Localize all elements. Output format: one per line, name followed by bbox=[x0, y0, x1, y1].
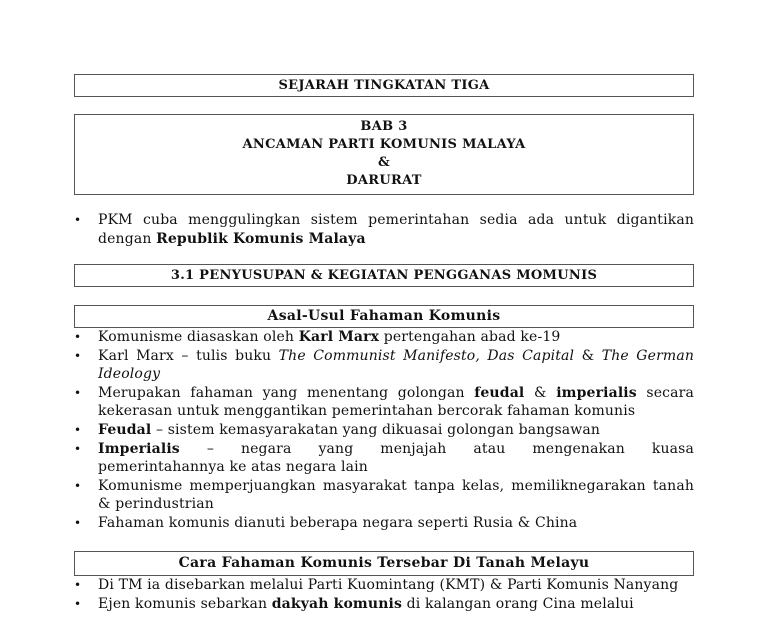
list-item: • Komunisme diasaskan oleh Karl Marx pertengahan abad ke-19 bbox=[74, 329, 561, 345]
chapter-ampersand: & bbox=[377, 155, 391, 170]
asal-list bbox=[74, 328, 694, 533]
bullet-icon: • bbox=[74, 515, 82, 530]
chapter-number: BAB 3 bbox=[360, 119, 408, 134]
subsection-title-cara: Cara Fahaman Komunis Tersebar Di Tanah Melayu bbox=[178, 555, 590, 571]
intro-list bbox=[74, 211, 694, 248]
spread-line: Imperialis – negara yang menjajah atau mengenakan kuasa bbox=[98, 440, 694, 457]
bullet-icon: • bbox=[74, 478, 82, 493]
header-title-box bbox=[74, 74, 694, 97]
bullet-icon: • bbox=[74, 330, 82, 344]
section-title-box bbox=[74, 264, 694, 287]
list-item: • Merupakan fahaman yang menentang golongan feudal & imperialis secara kekerasan untuk menggantikan pemerintahan bercorak fahaman komunis bbox=[74, 384, 694, 420]
bullet-icon: • bbox=[74, 441, 82, 456]
subsection-title-box bbox=[74, 305, 694, 328]
header-title: SEJARAH TINGKATAN TIGA bbox=[278, 78, 490, 93]
bullet-icon: • bbox=[74, 385, 82, 400]
cara-list bbox=[74, 576, 694, 613]
list-item: • Komunisme memperjuangkan masyarakat tanpa kelas, memiliknegarakan tanah & perindustrian bbox=[74, 477, 694, 513]
list-item: • Imperialis – negara yang menjajah atau mengenakan kuasa pemerintahannya ke atas negara lain bbox=[74, 440, 694, 476]
subsection-title-box bbox=[74, 551, 694, 576]
bullet-icon: • bbox=[74, 578, 82, 592]
subsection-title-asal: Asal-Usul Fahaman Komunis bbox=[267, 308, 501, 324]
chapter-line-1: ANCAMAN PARTI KOMUNIS MALAYA bbox=[242, 137, 526, 152]
bullet-icon: • bbox=[74, 596, 82, 611]
bullet-icon: • bbox=[74, 422, 82, 437]
section-title: 3.1 PENYUSUPAN & KEGIATAN PENGGANAS MOMUNIS bbox=[170, 268, 598, 283]
list-item: • PKM cuba menggulingkan sistem pemerintahan sedia ada untuk digantikan dengan Republik Komunis Malaya bbox=[74, 212, 694, 247]
chapter-line-2: DARURAT bbox=[346, 173, 422, 188]
list-item: • Karl Marx – tulis buku The Communist Manifesto, Das Capital & The German Ideology bbox=[74, 347, 694, 383]
list-item: • Fahaman komunis dianuti beberapa negara seperti Rusia & China bbox=[74, 514, 578, 531]
bullet-icon: • bbox=[74, 348, 82, 363]
chapter-title-box bbox=[74, 114, 694, 195]
bullet-icon: • bbox=[74, 213, 82, 227]
list-item: • Di TM ia disebarkan melalui Parti Kuomintang (KMT) & Parti Komunis Nanyang bbox=[74, 577, 679, 593]
list-item: • Feudal – sistem kemasyarakatan yang dikuasai golongan bangsawan bbox=[74, 421, 601, 438]
list-item: • Ejen komunis sebarkan dakyah komunis di kalangan orang Cina melalui bbox=[74, 595, 634, 612]
